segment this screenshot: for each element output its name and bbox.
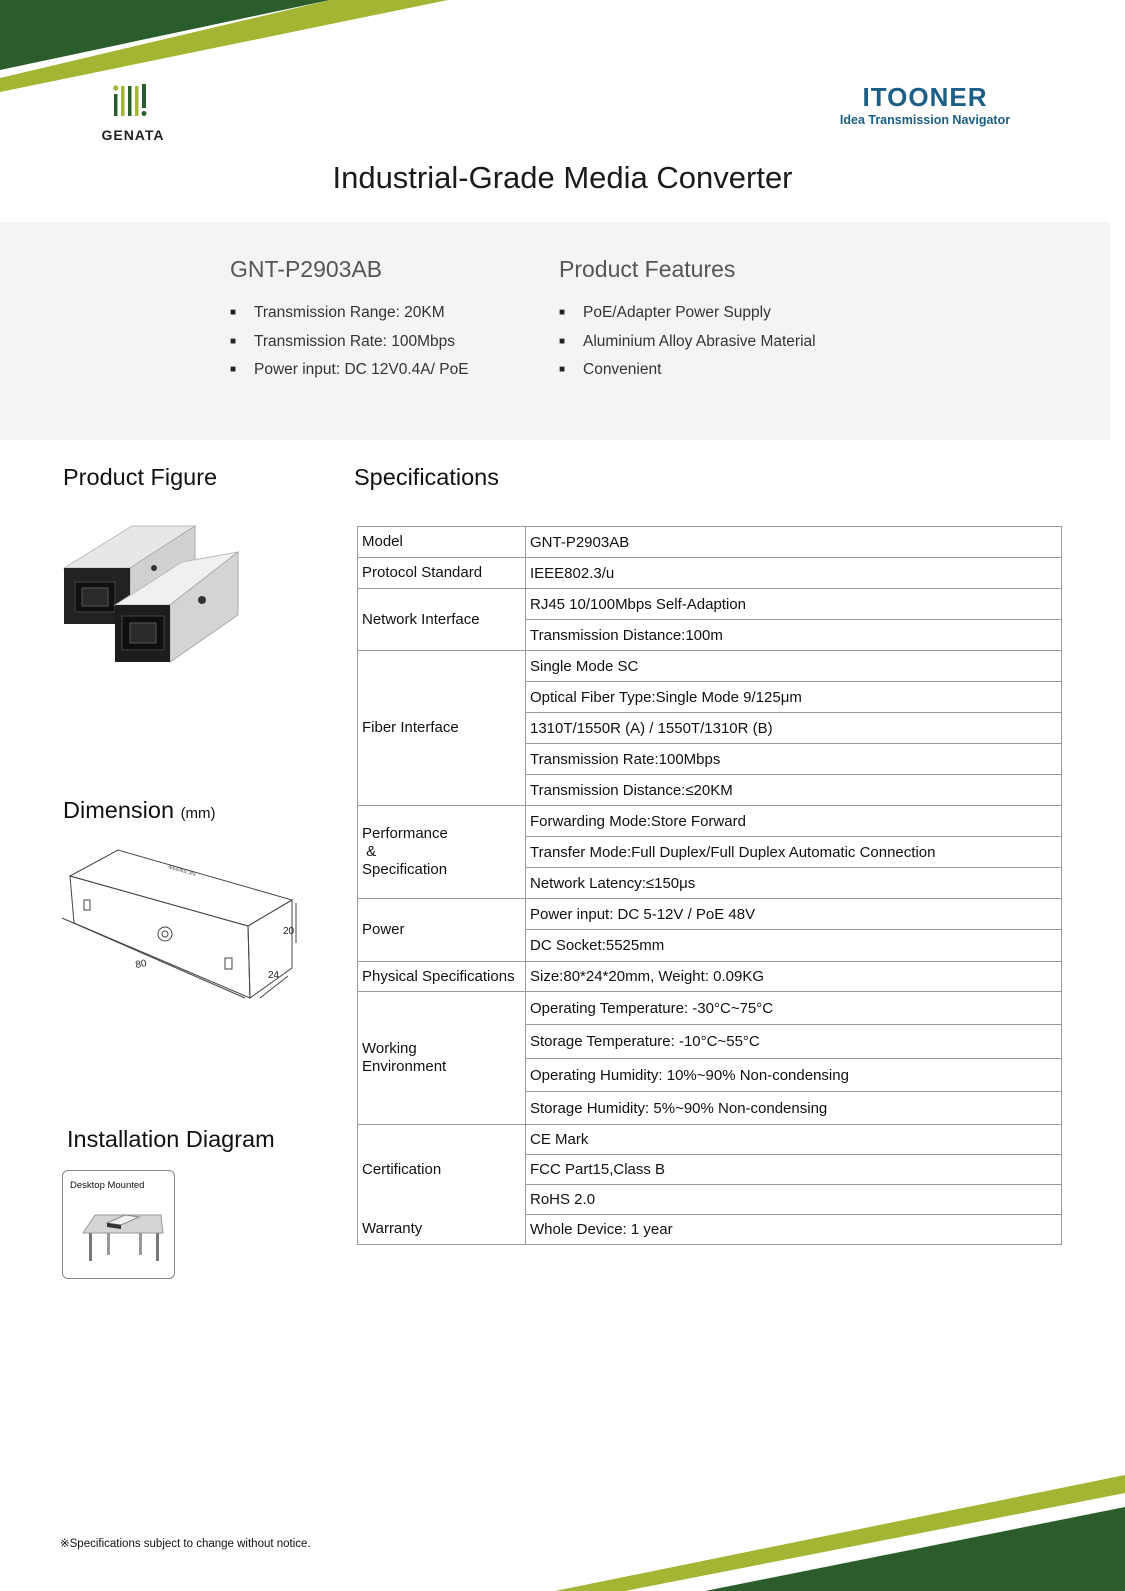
product-photo <box>60 520 245 675</box>
spec-value: Storage Humidity: 5%~90% Non-condensing <box>526 1092 1062 1125</box>
spec-value: Transmission Rate:100Mbps <box>526 744 1062 775</box>
model-item: ■ Transmission Rate: 100Mbps <box>230 328 469 357</box>
spec-key-line: Working <box>362 1040 417 1057</box>
spec-value: Single Mode SC <box>526 651 1062 682</box>
genata-logo <box>98 82 168 143</box>
spec-value: Transmission Distance:100m <box>526 620 1062 651</box>
installation-diagram <box>62 1170 175 1279</box>
spec-value: Network Latency:≤150μs <box>526 868 1062 899</box>
table-row <box>358 806 1062 837</box>
spec-key: Network Interface <box>358 589 526 651</box>
itooner-logo <box>830 82 1020 127</box>
table-row <box>358 962 1062 992</box>
spec-key: Model <box>358 527 526 558</box>
spec-key-line: & <box>362 843 377 860</box>
model-heading: GNT-P2903AB <box>230 256 383 282</box>
spec-key-line: Environment <box>362 1058 447 1075</box>
spec-value: Storage Temperature: -10°C~55°C <box>526 1025 1062 1059</box>
spec-value: Transmission Distance:≤20KM <box>526 775 1062 806</box>
table-row <box>358 527 1062 558</box>
installation-title: Installation Diagram <box>67 1126 275 1152</box>
itooner-tagline: Idea Transmission Navigator <box>839 113 1011 127</box>
spec-value: RJ45 10/100Mbps Self-Adaption <box>526 589 1062 620</box>
table-row <box>358 992 1062 1025</box>
genata-brand-text: GENATA <box>101 127 165 143</box>
bottom-right-decoration <box>555 1475 1125 1591</box>
spec-key-line: Specification <box>362 861 448 878</box>
dimension-drawing <box>60 848 310 1008</box>
dimension-title-text: Dimension <box>63 797 175 823</box>
spec-value: Forwarding Mode:Store Forward <box>526 806 1062 837</box>
model-item: ■ Transmission Range: 20KM <box>230 299 469 328</box>
footnote: ※Specifications subject to change without notice. <box>60 1538 311 1550</box>
spec-key-line: Performance <box>362 825 448 842</box>
model-item: ■ Power input: DC 12V0.4A/ PoE <box>230 356 469 385</box>
spec-value: DC Socket:5525mm <box>526 930 1062 962</box>
top-left-decoration <box>0 0 460 100</box>
feature-item: ■ Aluminium Alloy Abrasive Material <box>559 328 816 357</box>
spec-key: Fiber Interface <box>358 651 526 806</box>
specifications-title: Specifications <box>354 464 499 490</box>
table-row <box>358 1125 1062 1155</box>
itooner-brand-text: ITOONER <box>862 82 988 112</box>
specifications-table <box>357 526 1062 1245</box>
spec-value: Operating Temperature: -30°C~75°C <box>526 992 1062 1025</box>
dimension-width: 24 <box>268 970 280 981</box>
dimension-height: 20 <box>283 926 295 937</box>
dimension-unit: (mm) <box>180 805 216 822</box>
features-heading: Product Features <box>559 256 736 282</box>
dimension-title <box>63 797 216 824</box>
installation-label: Desktop Mounted <box>70 1180 145 1191</box>
spec-key: Protocol Standard <box>358 558 526 589</box>
table-row <box>358 651 1062 682</box>
model-column <box>230 256 469 385</box>
spec-key: Certification <box>358 1125 526 1215</box>
table-row <box>358 899 1062 930</box>
spec-value: IEEE802.3/u <box>526 558 1062 589</box>
table-row <box>358 1215 1062 1245</box>
feature-item: ■ PoE/Adapter Power Supply <box>559 299 816 328</box>
spec-value: FCC Part15,Class B <box>526 1155 1062 1185</box>
table-row <box>358 558 1062 589</box>
product-figure-title: Product Figure <box>63 464 218 490</box>
spec-value: GNT-P2903AB <box>526 527 1062 558</box>
genata-logo-mark-icon <box>98 82 168 118</box>
spec-value: CE Mark <box>526 1125 1062 1155</box>
spec-key: Warranty <box>358 1215 526 1245</box>
dimension-length: 80 <box>134 958 148 971</box>
spec-value: Operating Humidity: 10%~90% Non-condensing <box>526 1059 1062 1092</box>
feature-item: ■ Convenient <box>559 356 816 385</box>
spec-key-environment <box>358 992 526 1125</box>
features-column <box>559 256 816 385</box>
spec-value: Whole Device: 1 year <box>526 1215 1062 1245</box>
page-title: Industrial-Grade Media Converter <box>332 160 793 195</box>
spec-value: Optical Fiber Type:Single Mode 9/125μm <box>526 682 1062 713</box>
spec-key-performance <box>358 806 526 899</box>
spec-key: Power <box>358 899 526 962</box>
spec-value: Size:80*24*20mm, Weight: 0.09KG <box>526 962 1062 992</box>
spec-value: Power input: DC 5-12V / PoE 48V <box>526 899 1062 930</box>
spec-value: Transfer Mode:Full Duplex/Full Duplex Automatic Connection <box>526 837 1062 868</box>
table-row <box>358 589 1062 620</box>
spec-key: Physical Specifications <box>358 962 526 992</box>
device-top-label: IEEE802.3/u <box>167 864 197 878</box>
overview-band <box>0 222 1110 440</box>
desk-icon <box>63 1171 176 1280</box>
spec-value: 1310T/1550R (A) / 1550T/1310R (B) <box>526 713 1062 744</box>
spec-value: RoHS 2.0 <box>526 1185 1062 1215</box>
